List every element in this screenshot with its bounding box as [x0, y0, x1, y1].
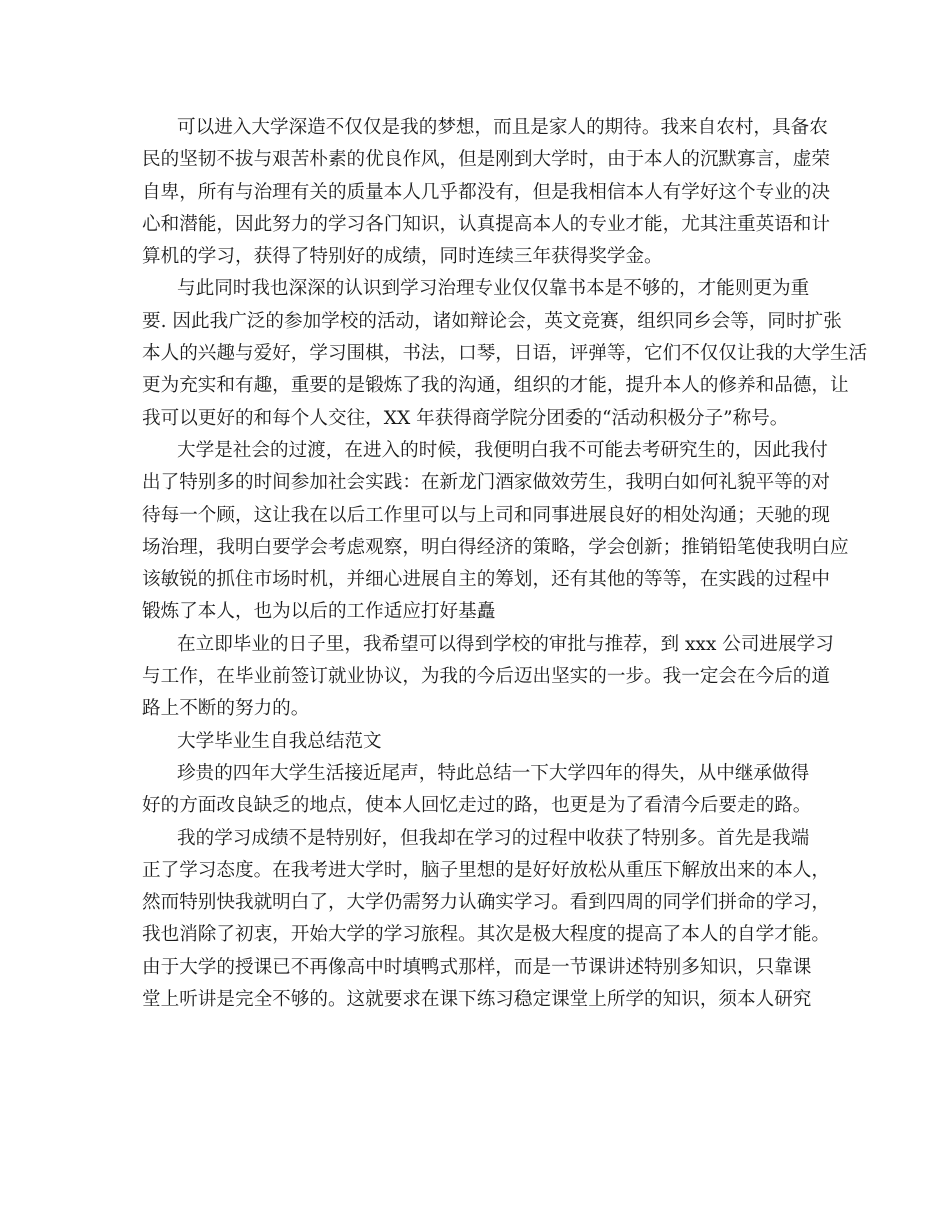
text-line: 与工作，在毕业前签订就业协议，为我的今后迈出坚实的一步。我一定会在今后的道: [142, 666, 830, 688]
section-heading: 大学毕业生自我总结范文: [177, 730, 382, 752]
text-line: 我的学习成绩不是特别好，但我却在学习的过程中收获了特别多。首先是我端: [177, 827, 810, 849]
text-line: 堂上听讲是完全不够的。这就要求在课下练习稳定课堂上所学的知识，须本人研究: [142, 989, 812, 1011]
text-line: 心和潜能，因此努力的学习各门知识，认真提高本人的专业才能，尤其注重英语和计: [142, 213, 830, 235]
text-line: 出了特别多的时间参加社会实践：在新龙门酒家做效劳生，我明白如何礼貌平等的对: [142, 472, 830, 494]
text-line: 民的坚韧不拔与艰苦朴素的优良作风，但是刚到大学时，由于本人的沉默寡言，虚荣: [142, 149, 830, 171]
text-line: 可以进入大学深造不仅仅是我的梦想，而且是家人的期待。我来自农村，具备农: [177, 117, 828, 138]
text-line: 大学是社会的过渡，在进入的时候，我便明白我不可能去考研究生的，因此我付: [177, 439, 828, 461]
text-line: 在立即毕业的日子里，我希望可以得到学校的审批与推荐，到 xxx 公司进展学习: [177, 633, 834, 655]
text-line: 然而特别快我就明白了，大学仍需努力认确实学习。看到四周的同学们拼命的学习，: [142, 892, 830, 914]
text-line: 珍贵的四年大学生活接近尾声，特此总结一下大学四年的得失，从中继承做得: [177, 762, 810, 784]
text-line: 我可以更好的和每个人交往，XX 年获得商学院分团委的“活动积极分子”称号。: [142, 407, 789, 429]
text-line: 本人的兴趣与爱好，学习围棋，书法，口琴，日语，评弹等，它们不仅仅让我的大学生活: [142, 343, 868, 365]
text-line: 正了学习态度。在我考进大学时，脑子里想的是好好放松从重压下解放出来的本人，: [142, 859, 830, 881]
document-body: [142, 112, 868, 1016]
text-line: 算机的学习，获得了特别好的成绩，同时连续三年获得奖学金。: [142, 246, 663, 268]
text-line: 场治理，我明白要学会考虑观察，明白得经济的策略，学会创新；推销铅笔使我明白应: [142, 536, 849, 558]
text-line: 该敏锐的抓住市场时机，并细心进展自主的筹划，还有其他的等等，在实践的过程中: [142, 569, 830, 591]
text-line: 路上不断的努力的。: [142, 698, 310, 720]
text-line: 由于大学的授课已不再像高中时填鸭式那样，而是一节课讲述特别多知识，只靠课: [142, 956, 812, 978]
text-line: 与此同时我也深深的认识到学习治理专业仅仅靠书本是不够的，才能则更为重: [177, 278, 810, 300]
text-line: 待每一个顾，这让我在以后工作里可以与上司和同事进展良好的相处沟通；天驰的现: [142, 504, 830, 526]
text-line: 好的方面改良缺乏的地点，使本人回忆走过的路，也更是为了看清今后要走的路。: [142, 795, 812, 817]
text-line: 自卑，所有与治理有关的质量本人几乎都没有，但是我相信本人有学好这个专业的决: [142, 181, 830, 203]
text-line: 更为充实和有趣，重要的是锻炼了我的沟通，组织的才能，提升本人的修养和品德，让: [142, 375, 849, 397]
text-line: 要. 因此我广泛的参加学校的活动，诸如辩论会，英文竞赛，组织同乡会等，同时扩张: [142, 310, 842, 332]
text-line: 我也消除了初衷，开始大学的学习旅程。其次是极大程度的提高了本人的自学才能。: [142, 924, 830, 946]
text-line: 锻炼了本人，也为以后的工作适应打好基矗: [142, 601, 496, 623]
